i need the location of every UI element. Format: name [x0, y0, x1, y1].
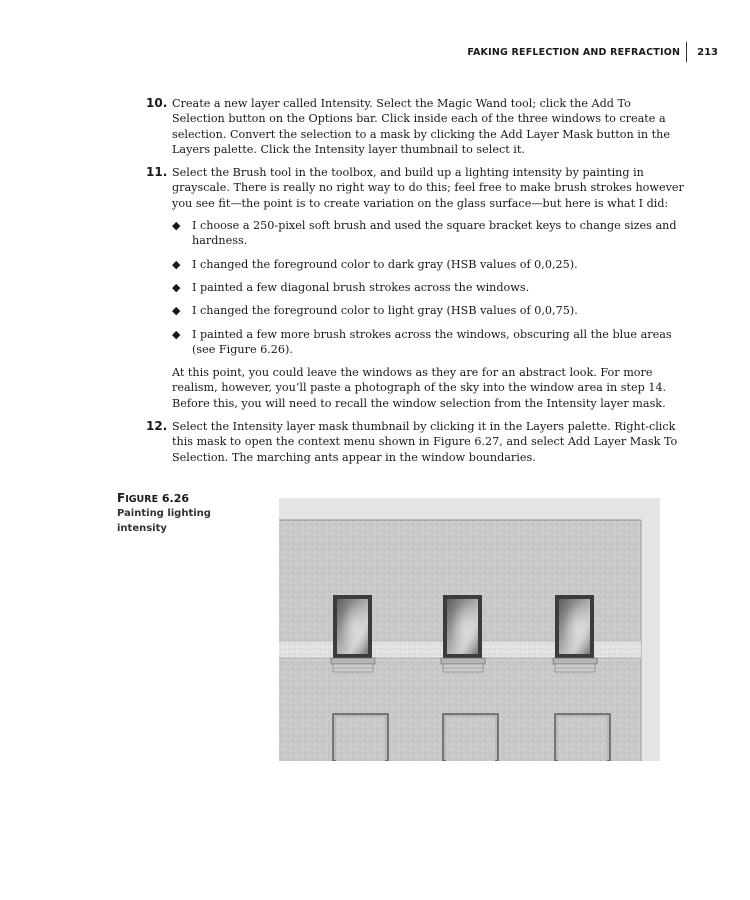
step-number: 12.: [146, 419, 168, 434]
lower-window-1: [333, 714, 388, 761]
step-11: [146, 165, 686, 411]
caption-line: intensity: [117, 522, 167, 534]
caption-line: Painting lighting: [117, 508, 211, 519]
figure-caption: [117, 491, 237, 536]
upper-window-1: [331, 595, 375, 672]
diamond-bullet-icon: ◆: [172, 219, 181, 233]
step-text: Create a new layer called Intensity. Select the Magic Wand tool; click the Add To Selection button on the Options bar. Click inside each of the three windows to create a selection. Convert the selection to a mask by clicking the Add Layer Mask button in the Layers palette. Click the Intensity layer thumbnail to select it.: [172, 97, 670, 156]
list-item: ◆ I changed the foreground color to light gray (HSB values of 0,0,75).: [172, 304, 578, 318]
diamond-bullet-icon: ◆: [172, 257, 181, 271]
diamond-bullet-icon: ◆: [172, 280, 181, 294]
list-item: ◆ I changed the foreground color to dark gray (HSB values of 0,0,25).: [172, 257, 578, 271]
running-title: FAKING REFLECTION AND REFRACTION: [467, 46, 681, 58]
step-text: Select the Intensity layer mask thumbnail by clicking it in the Layers palette. Right-click this mask to open the context menu shown in Figure 6.27, and select Add Layer Mask To Selection. The marching ants appear in the window boundaries.: [172, 420, 678, 464]
step-12: [146, 419, 686, 465]
step-10: [146, 96, 686, 157]
building-facade-illustration: [279, 498, 660, 761]
upper-window-3: [553, 595, 597, 672]
step-followup-text: At this point, you could leave the windows as they are for an abstract look. For more realism, however, you’ll paste a photograph of the sky into the window area in step 14. Before this, you will need to recall the window selection from the Intensity layer mask.: [172, 366, 667, 410]
step-number: 10.: [146, 96, 168, 110]
figure-image: [279, 498, 660, 761]
running-head: [467, 42, 718, 62]
step-number: 11.: [146, 165, 168, 180]
figure-label: FIGURE 6.26: [117, 491, 190, 505]
upper-window-2: [441, 595, 485, 672]
page-number: 213: [697, 46, 718, 58]
step-text: Select the Brush tool in the toolbox, and build up a lighting intensity by painting in grayscale. There is really no right way to do this; feel free to make brush strokes however you see fit—the point is to create variation on the glass surface—but here is what I did:: [172, 166, 684, 210]
step-list: [146, 96, 686, 473]
list-item: ◆ I choose a 250-pixel soft brush and used the square bracket keys to change sizes and hardness.: [172, 219, 677, 248]
bullet-list: [172, 218, 686, 357]
list-item: ◆ I painted a few more brush strokes across the windows, obscuring all the blue areas (see Figure 6.26).: [172, 327, 672, 356]
lower-window-3: [555, 714, 610, 761]
diamond-bullet-icon: ◆: [172, 327, 181, 341]
lower-window-2: [443, 714, 498, 761]
list-item: ◆ I painted a few diagonal brush strokes across the windows.: [172, 280, 530, 294]
diamond-bullet-icon: ◆: [172, 304, 181, 318]
